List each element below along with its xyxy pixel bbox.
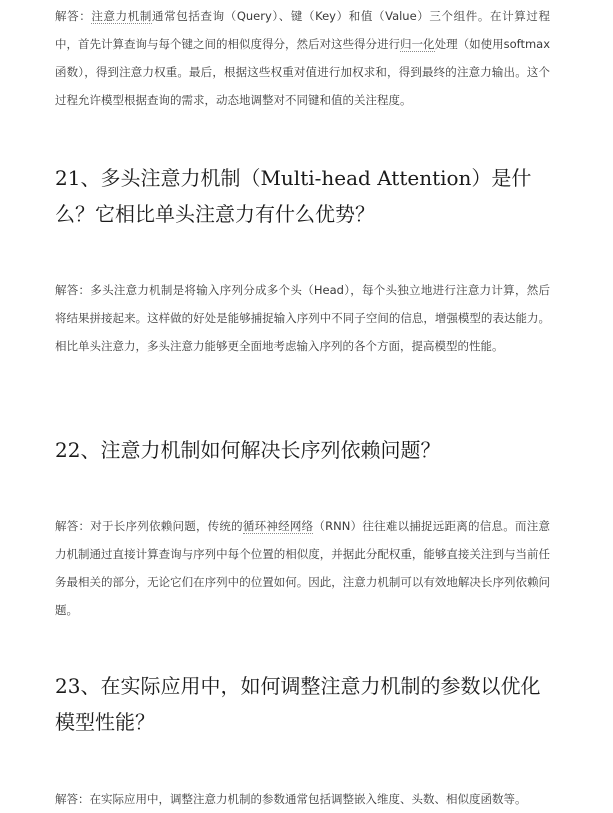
answer-21-paragraph: 解答：多头注意力机制是将输入序列分成多个头（Head），每个头独立地进行注意力计算，然后将结果拼接起来。这样做的好处是能够捕捉输入序列中不同子空间的信息，增强模型的表达能力。相比单头注意力，多头注意力能够更全面地考虑输入序列的各个方面，提高模型的性能。	[55, 283, 550, 353]
answer-22-paragraph	[55, 512, 550, 624]
question-21-heading: 21、多头注意力机制（Multi-head Attention）是什么？它相比单头注意力有什么优势？	[55, 166, 532, 226]
answer-text: （RNN）往往难以捕捉远距离的信息。而注意力机制通过直接计算查询与序列中每个位置的相似度，并据此分配权重，能够直接关注到与当前任务最相关的部分，无论它们在序列中的位置如何。因此，注意力机制可以有效地解决长序列依赖问题。	[55, 519, 551, 617]
term-rnn-link[interactable]: 循环神经网络	[242, 519, 314, 533]
term-normalization-link[interactable]: 归一化	[400, 37, 435, 51]
answer-text: 处理（如使用softmax 函数），得到注意力权重。最后，根据这些权重对值进行加权求和，得到最终的注意力输出。这个过程允许模型根据查询的需求，动态地调整对不同键和值的关注程度。	[55, 37, 551, 107]
answer-text: 解答：对于长序列依赖问题，传统的	[55, 519, 243, 533]
question-23-heading: 23、在实际应用中，如何调整注意力机制的参数以优化模型性能？	[55, 674, 541, 734]
answer-23-paragraph: 解答：在实际应用中，调整注意力机制的参数通常包括调整嵌入维度、头数、相似度函数等。	[55, 792, 527, 806]
term-attention-link[interactable]: 注意力机制	[91, 9, 152, 23]
answer-text: 通常包括查询（Query）、键（Key）和值（Value）三个组件。在计算过程中，首先计算查询与每个键之间的相似度得分，然后对这些得分进行	[55, 9, 551, 51]
question-22-heading: 22、注意力机制如何解决长序列依赖问题？	[55, 438, 441, 462]
answer-20-paragraph	[55, 2, 550, 114]
answer-prefix: 解答：	[55, 9, 92, 23]
